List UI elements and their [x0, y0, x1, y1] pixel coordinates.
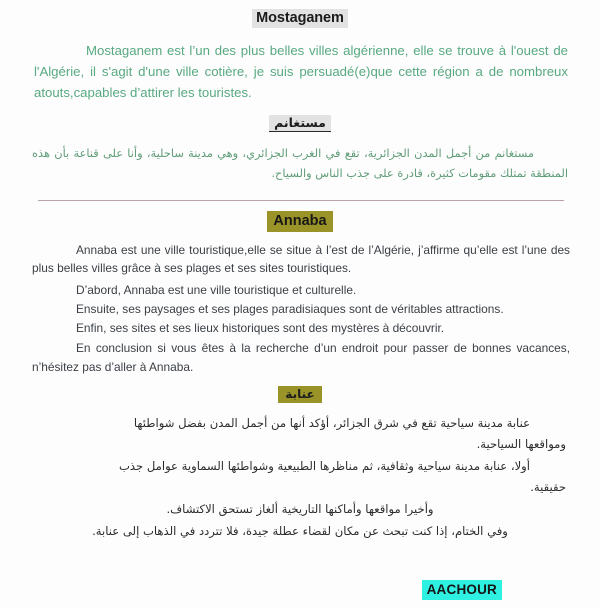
heading-mostaganem-fr	[28, 0, 572, 29]
heading-mostaganem-fr-text: Mostaganem	[252, 9, 348, 28]
paragraph-annaba-points	[28, 278, 572, 339]
annaba-point-line: Enfin, ses sites et ses lieux historiques sont des mystères à découvrir.	[76, 321, 445, 336]
heading-mostaganem-ar	[28, 104, 572, 132]
annaba-ar-line: أولا، عنابة مدينة سياحية وثقافية، ثم مناظرها الطبيعية وشواطئها السماوية عوامل جذب	[119, 458, 530, 473]
annaba-ar-line: وفي الختام، إذا كنت تبحث عن مكان لقضاء عطلة جيدة، فلا تتردد في الذهاب إلى عنابة.	[92, 523, 508, 538]
paragraph-mostaganem-ar: مستغانم من أجمل المدن الجزائرية، تقع في الغرب الجزائري، وهي مدينة ساحلية، وأنا على قناعة بأن هذه المنطقة تمتلك مقومات كثيرة، قادرة على جذب الناس والسياح.	[32, 146, 568, 181]
heading-annaba-fr	[28, 201, 572, 232]
paragraph-annaba-intro: Annaba est une ville touristique,elle se situe à l’est de l’Algérie, j’affirme qu’elle est l’une des plus belles villes grâce à ses plages et ses sites touristiques.	[32, 243, 570, 276]
heading-annaba-ar	[28, 377, 572, 403]
heading-annaba-ar-text: عنابة	[278, 386, 321, 403]
annaba-ar-line: ومواقعها السياحية.	[476, 437, 566, 452]
annaba-ar-line: حقيقية.	[530, 480, 566, 495]
annaba-point-line: D’abord, Annaba est une ville touristique et culturelle.	[76, 282, 357, 297]
annaba-ar-line: وأخيرا مواقعها وأماكنها التاريخية ألغاز تستحق الاكتشاف.	[166, 502, 434, 517]
signature-aachour	[422, 582, 502, 597]
paragraph-annaba-conclusion: En conclusion si vous êtes à la recherche d’un endroit pour passer de bonnes vacances, n’hésitez pas d’aller à Annaba.	[32, 341, 570, 375]
annaba-point-line: Ensuite, ses paysages et ses plages paradisiaques sont de véritables attractions.	[76, 301, 504, 316]
heading-annaba-fr-text: Annaba	[267, 211, 332, 232]
heading-mostaganem-ar-text: مستغانم	[269, 115, 331, 132]
annaba-ar-line: عنابة مدينة سياحية تقع في شرق الجزائر، أؤكد أنها من أجمل المدن بفضل شواطئها	[133, 415, 530, 430]
paragraph-mostaganem-fr: Mostaganem est l’un des plus belles villes algérienne, elle se trouve à l'ouest de l'Algérie, il s'agit d'une ville cotière, je suis persuadé(e)que cette région a de nombreux atouts,capables d’attirer les touristes.	[34, 42, 568, 101]
signature-text: AACHOUR	[422, 580, 502, 600]
paragraph-annaba-ar	[28, 403, 572, 542]
